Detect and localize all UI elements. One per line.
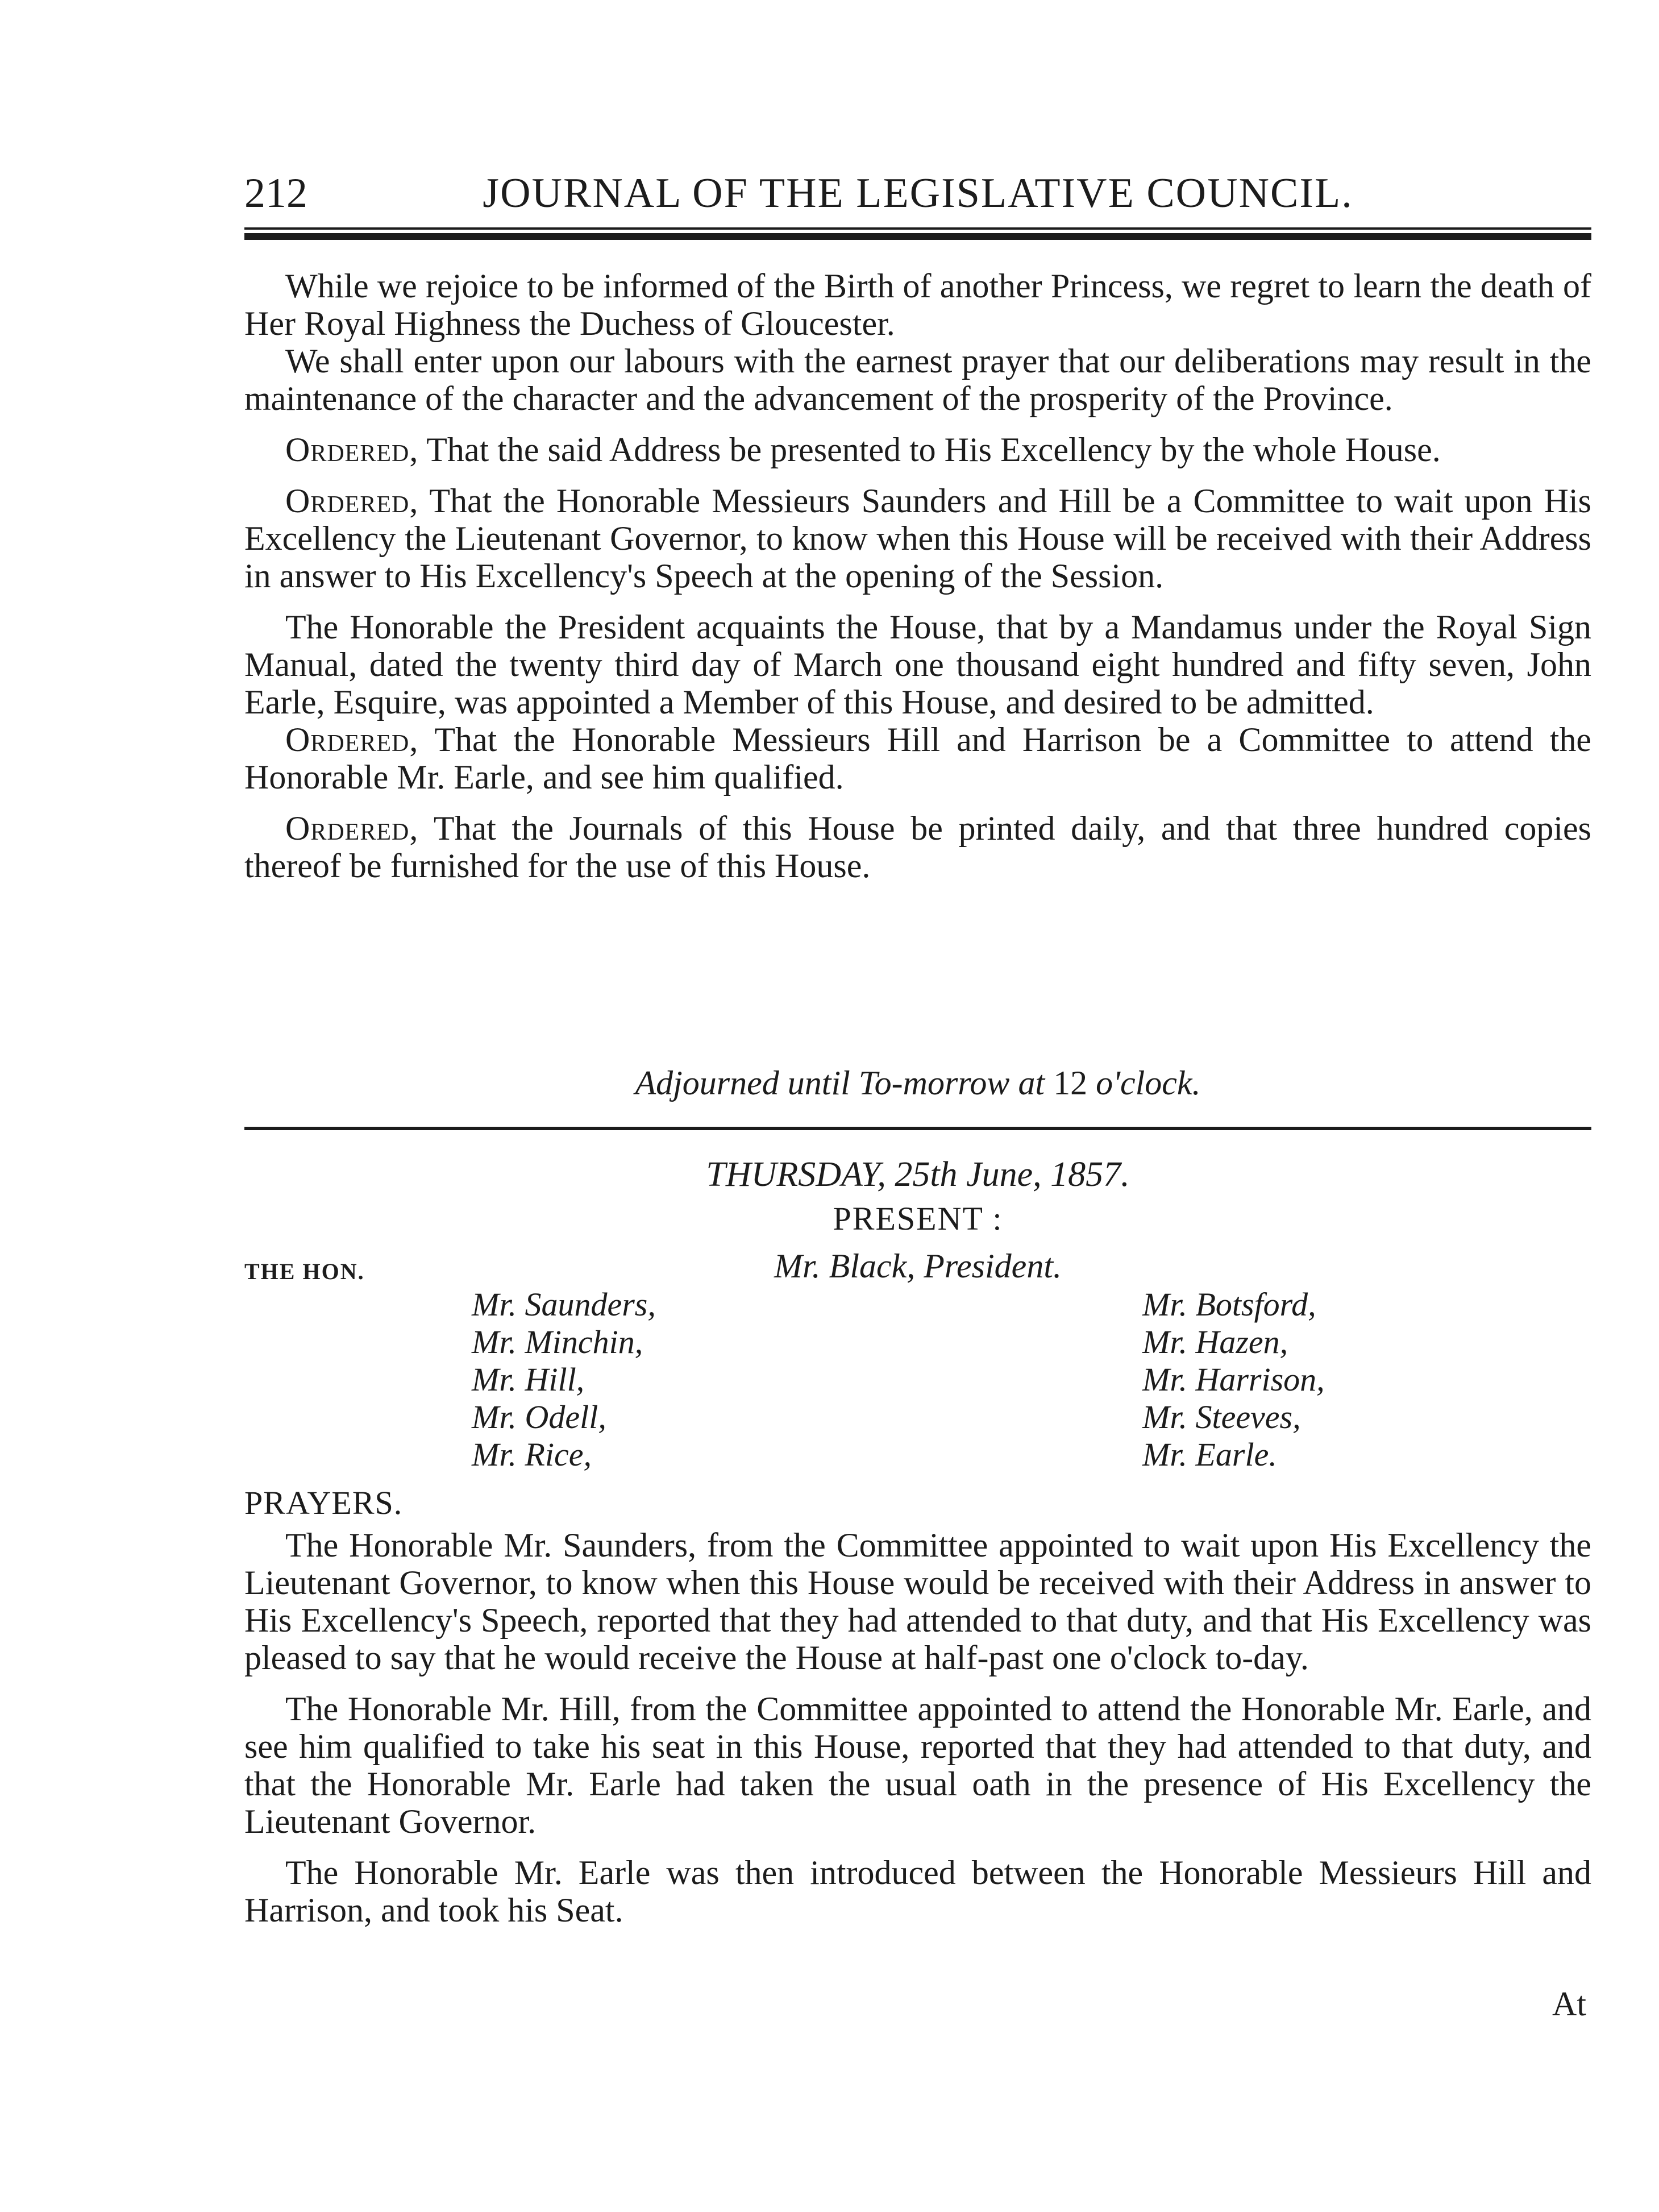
members-right-column <box>1142 1286 1325 1474</box>
paragraph-ordered-address <box>244 431 1591 468</box>
member-name: Mr. Hill, <box>472 1361 585 1398</box>
paragraph-hill-report: The Honorable Mr. Hill, from the Committee appointed to attend the Honorable Mr. Earle, and see him qualified to take his seat in this House, reported that they had attended to that duty, and that the Honorable Mr. Earle had taken the usual oath in the presence of His Excellency the Lieutenant Governor. <box>244 1690 1591 1840</box>
member-name: Mr. Earle. <box>1142 1436 1277 1473</box>
member-name: Mr. Odell, <box>472 1398 606 1435</box>
president-line: Mr. Black, President. <box>774 1247 1062 1285</box>
paragraph-ordered-qualified <box>244 721 1591 796</box>
paragraph-ordered-journals <box>244 810 1591 885</box>
member-name: Mr. Hazen, <box>1142 1323 1288 1360</box>
paragraph-text: That the Journals of this House be printed daily, and that three hundred copies thereof be furnished for the use of this House. <box>244 810 1591 885</box>
the-hon-label: THE HON. <box>244 1259 365 1284</box>
page-number: 212 <box>244 170 307 217</box>
ordered-label: Ordered, <box>285 721 419 758</box>
paragraph-text: That the Honorable Messieurs Hill and Harrison be a Committee to attend the Honorable Mr. Earle, and see him qualified. <box>244 721 1591 796</box>
section-divider-rule <box>244 1127 1591 1130</box>
paragraph-earle-seated: The Honorable Mr. Earle was then introduced between the Honorable Messieurs Hill and Harrison, and took his Seat. <box>244 1854 1591 1929</box>
page-header <box>244 165 1591 233</box>
member-name: Mr. Steeves, <box>1142 1398 1301 1435</box>
member-name: Mr. Saunders, <box>472 1286 656 1323</box>
ordered-label: Ordered, <box>285 810 419 847</box>
catchword: At <box>1552 1985 1586 2023</box>
paragraph-text: That the said Address be presented to His Excellency by the whole House. <box>418 431 1441 468</box>
paragraph-princess: While we rejoice to be informed of the Birth of another Princess, we regret to learn the death of Her Royal Highness the Duchess of Gloucester. <box>244 267 1591 342</box>
paragraph-ordered-committee <box>244 482 1591 595</box>
member-name: Mr. Minchin, <box>472 1323 643 1360</box>
ordered-label: Ordered, <box>285 482 419 520</box>
header-double-rule <box>244 227 1591 240</box>
adjournment-line: Adjourned until To-morrow at 12 o'clock. <box>635 1064 1201 1102</box>
running-title: JOURNAL OF THE LEGISLATIVE COUNCIL. <box>483 170 1353 217</box>
section-thursday-text <box>244 1526 1591 1929</box>
prayers-heading: PRAYERS. <box>244 1484 403 1521</box>
paragraph-labours: We shall enter upon our labours with the earnest prayer that our deliberations may result in the maintenance of the character and the advancement of the prosperity of the Province. <box>244 342 1591 417</box>
member-name: Mr. Botsford, <box>1142 1286 1316 1323</box>
member-name: Mr. Harrison, <box>1142 1361 1325 1398</box>
section-address-text <box>244 267 1591 885</box>
paragraph-mandamus: The Honorable the President acquaints the House, that by a Mandamus under the Royal Sign Manual, dated the twenty third day of March one thousand eight hundred and fifty seven, John Earle, Esquire, was appointed a Member of this House, and desired to be admitted. <box>244 608 1591 721</box>
members-left-column <box>472 1286 656 1474</box>
member-name: Mr. Rice, <box>472 1436 592 1473</box>
paragraph-saunders-report: The Honorable Mr. Saunders, from the Committee appointed to wait upon His Excellency the Lieutenant Governor, to know when this House would be received with their Address in answer to His Excellency's Speech, reported that they had attended to that duty, and that His Excellency was pleased to say that he would receive the House at half-past one o'clock to-day. <box>244 1526 1591 1676</box>
paragraph-text: That the Honorable Messieurs Saunders and Hill be a Committee to wait upon His Excellency the Lieutenant Governor, to know when this House will be received with their Address in answer to His Excellency's Speech at the opening of the Session. <box>244 482 1591 595</box>
present-heading: PRESENT : <box>833 1200 1003 1237</box>
ordered-label: Ordered, <box>285 431 419 468</box>
session-date: THURSDAY, 25th June, 1857. <box>706 1155 1130 1194</box>
